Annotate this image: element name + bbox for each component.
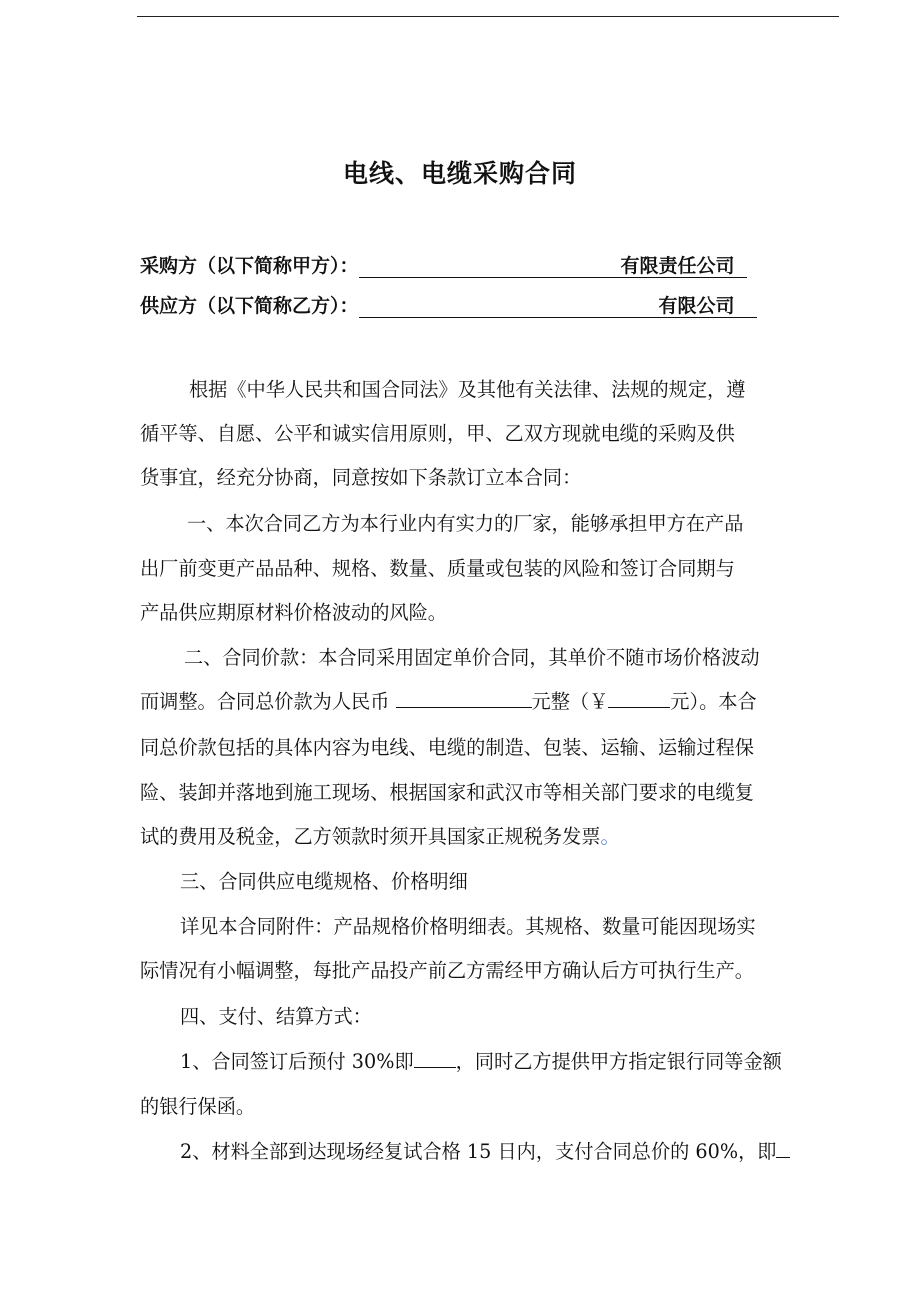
clause-2-line: 同总价款包括的具体内容为电线、电缆的制造、包装、运输、运输过程保 <box>140 736 754 759</box>
payment-2-line <box>180 1139 790 1165</box>
header-rule <box>137 16 839 17</box>
period-mark: 。 <box>600 825 620 848</box>
clause-2-line: 二、合同价款：本合同采用固定单价合同，其单价不随市场价格波动 <box>184 646 760 669</box>
party-b-name-field <box>359 295 757 318</box>
party-b-value: 有限公司 <box>658 295 735 317</box>
clause-1-line: 出厂前变更产品品种、规格、数量、质量或包装的风险和签订合同期与 <box>140 557 735 580</box>
party-b <box>140 294 757 318</box>
clause-1-line: 产品供应期原材料价格波动的风险。 <box>140 601 447 624</box>
clause-3-heading: 三、合同供应电缆规格、价格明细 <box>180 870 468 893</box>
paragraph-line: 货事宜，经充分协商，同意按如下条款订立本合同： <box>140 466 582 489</box>
price-prefix: 而调整。合同总价款为人民币 <box>140 690 396 713</box>
payment-1-text: ，同时乙方提供甲方指定银行同等金额 <box>455 1050 782 1073</box>
clause-2-last-line <box>140 824 620 850</box>
payment-1-line: 的银行保函。 <box>140 1095 256 1118</box>
price-suffix: 元）。本合 <box>670 690 757 713</box>
clause-3-line: 际情况有小幅调整，每批产品投产前乙方需经甲方确认后方可执行生产。 <box>140 959 754 982</box>
clause-1-line: 一、本次合同乙方为本行业内有实力的厂家，能够承担甲方在产品 <box>187 512 744 535</box>
paragraph-line: 根据《中华人民共和国合同法》及其他有关法律、法规的规定，遵 <box>189 378 746 401</box>
payment-1-line <box>180 1049 782 1075</box>
party-a-label: 采购方（以下简称甲方）： <box>140 255 359 277</box>
clause-4-heading: 四、支付、结算方式： <box>180 1005 372 1028</box>
paragraph-line: 循平等、自愿、公平和诚实信用原则，甲、乙双方现就电缆的采购及供 <box>140 422 735 445</box>
advance-amount-blank <box>414 1049 456 1068</box>
document-title: 电线、电缆采购合同 <box>342 159 577 188</box>
clause-3-line: 详见本合同附件：产品规格价格明细表。其规格、数量可能因现场实 <box>180 915 756 938</box>
clause-2-text: 试的费用及税金，乙方领款时须开具国家正规税务发票 <box>140 825 601 848</box>
party-b-label: 供应方（以下简称乙方）： <box>140 295 359 317</box>
party-a-value: 有限责任公司 <box>620 255 735 277</box>
party-a-name-field <box>359 255 747 278</box>
clause-2-price-line <box>140 689 757 715</box>
party-a <box>140 254 747 278</box>
payment-2-amount-blank <box>776 1139 790 1158</box>
payment-2-text: 2、材料全部到达现场经复试合格 15 日内，支付合同总价的 60%，即 <box>180 1140 777 1163</box>
total-price-blank <box>396 689 532 708</box>
payment-1-prefix: 1、合同签订后预付 30%即 <box>180 1050 414 1073</box>
price-number-blank <box>608 689 670 708</box>
price-mid: 元整（￥ <box>531 690 609 713</box>
clause-2-line: 险、装卸并落地到施工现场、根据国家和武汉市等相关部门要求的电缆复 <box>140 781 754 804</box>
